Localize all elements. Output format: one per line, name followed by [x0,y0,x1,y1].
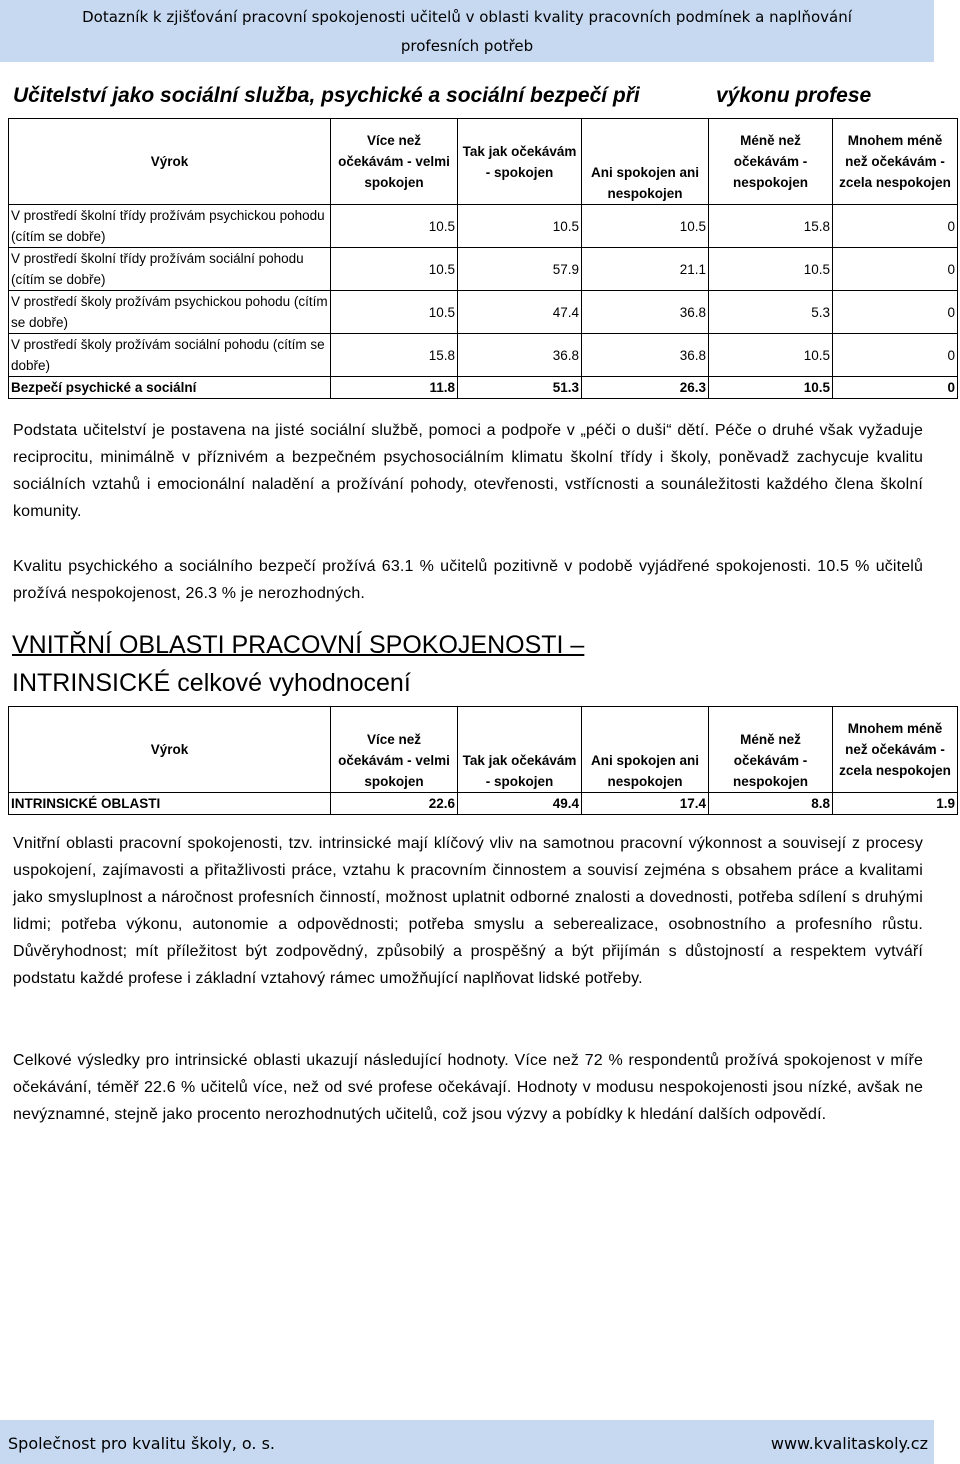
section2-paragraph-2: Celkové výsledky pro intrinsické oblasti ukazují následující hodnoty. Více než 72 % respondentů prožívá spokojenost v míře očekávání, téměř 22.6 % učitelů více, než od své profese očekávají. Hodnoty v modusu nespokojenosti jsou nízké, avšak ne nevýznamné, stejně jako procento nerozhodnutých učitelů, což jsou výzvy a pobídky k hledání dalších odpovědí. [13,1052,923,1123]
cell-value: 36.8 [582,291,709,334]
cell-value: 36.8 [458,334,582,377]
cell-value: 10.5 [458,205,582,248]
table-header-row [9,707,958,793]
cell-value: 10.5 [331,205,458,248]
page-header [0,0,934,62]
header-line-2: profesních potřeb [400,37,534,55]
section1-title: Učitelství jako sociální služba, psychické a sociální bezpečí při [13,84,640,107]
cell-value: 0 [833,248,958,291]
cell-value: 21.1 [582,248,709,291]
cell-value: 0 [833,377,958,399]
cell-value: 0 [833,205,958,248]
col-header: Tak jak očekávám - spokojen [458,119,582,205]
cell-value: 10.5 [709,334,833,377]
table-header-row [9,119,958,205]
cell-value: 10.5 [582,205,709,248]
footer-website-link[interactable]: www.kvalitaskoly.cz [770,1434,928,1453]
table-row [9,248,958,291]
col-header: Výrok [9,119,331,205]
cell-value: 0 [833,291,958,334]
safety-table [8,118,958,399]
table-summary-row [9,793,958,815]
col-header: Ani spokojen ani nespokojen [582,707,709,793]
row-label: V prostředí školní třídy prožívám psychickou pohodu (cítím se dobře) [9,205,331,248]
cell-value: 47.4 [458,291,582,334]
cell-value: 17.4 [582,793,709,815]
col-header: Mnohem méně než očekávám - zcela nespokojen [833,707,958,793]
row-label: Bezpečí psychické a sociální [9,377,331,399]
footer-organization: Společnost pro kvalitu školy, o. s. [8,1434,276,1453]
cell-value: 0 [833,334,958,377]
table-row [9,334,958,377]
cell-value: 10.5 [709,248,833,291]
cell-value: 36.8 [582,334,709,377]
col-header: Ani spokojen ani nespokojen [582,119,709,205]
cell-value: 51.3 [458,377,582,399]
cell-value: 8.8 [709,793,833,815]
row-label: V prostředí školní třídy prožívám sociální pohodu (cítím se dobře) [9,248,331,291]
cell-value: 15.8 [331,334,458,377]
cell-value: 22.6 [331,793,458,815]
cell-value: 10.5 [331,248,458,291]
section1-title-end: výkonu profese [716,84,872,107]
col-header: Méně než očekávám - nespokojen [709,707,833,793]
section2-paragraph-1: Vnitřní oblasti pracovní spokojenosti, tzv. intrinsické mají klíčový vliv na samotnou pracovní výkonnost a souvisejí z procesy uspokojení, zajímavosti a přitažlivosti práce, vztahu k pracovním činnostem a souvisí zejména s obsahem práce a kvalitami jako smysluplnost a náročnost profesních činností, možnost uplatnit odborné znalosti a dovednosti, potřeba sdílení s druhými lidmi; potřeba výkonu, autonomie a odpovědnosti; potřeba smyslu a seberealizace, osobnostního a profesního růstu. Důvěryhodnost; mít příležitost být zodpovědný, způsobilý a prospěšný a být přijímán s důstojností a respektem vytváří podstatu každé profese i základní vztahový rámec umožňující naplňovat lidské potřeby. [13,835,923,987]
cell-value: 11.8 [331,377,458,399]
cell-value: 10.5 [331,291,458,334]
table-summary-row [9,377,958,399]
intrinsic-table [8,706,958,815]
cell-value: 15.8 [709,205,833,248]
row-label: INTRINSICKÉ OBLASTI [9,793,331,815]
row-label: V prostředí školy prožívám psychickou pohodu (cítím se dobře) [9,291,331,334]
cell-value: 1.9 [833,793,958,815]
table-row [9,205,958,248]
section1-paragraph-2: Kvalitu psychického a sociálního bezpečí prožívá 63.1 % učitelů pozitivně v podobě vyjádřené spokojenosti. 10.5 % učitelů prožívá nespokojenost, 26.3 % je nerozhodných. [13,558,923,602]
col-header: Výrok [9,707,331,793]
col-header: Více než očekávám - velmi spokojen [331,119,458,205]
col-header: Tak jak očekávám - spokojen [458,707,582,793]
section2-title-line-1: VNITŘNÍ OBLASTI PRACOVNÍ SPOKOJENOSTI – [12,631,585,659]
col-header: Mnohem méně než očekávám - zcela nespokojen [833,119,958,205]
col-header: Více než očekávám - velmi spokojen [331,707,458,793]
section1-paragraph-1: Podstata učitelství je postavena na jisté sociální službě, pomoci a podpoře v „péči o duši“ dětí. Péče o druhé však vyžaduje reciprocitu, minimálně v příznivém a bezpečném psychosociálním klimatu školní třídy i školy, poněvadž zachycuje kvalitu sociálních vztahů i emocionální naladění a prožívání pohody, otevřenosti, vstřícnosti a sounáležitosti každého člena školní komunity. [13,422,923,520]
section2-title-line-2: INTRINSICKÉ celkové vyhodnocení [12,669,411,697]
header-line-1: Dotazník k zjišťování pracovní spokojenosti učitelů v oblasti kvality pracovních podmínek a naplňování [82,8,852,26]
cell-value: 26.3 [582,377,709,399]
section2-title [12,626,584,702]
cell-value: 5.3 [709,291,833,334]
row-label: V prostředí školy prožívám sociální pohodu (cítím se dobře) [9,334,331,377]
cell-value: 10.5 [709,377,833,399]
cell-value: 49.4 [458,793,582,815]
col-header: Méně než očekávám - nespokojen [709,119,833,205]
table-row [9,291,958,334]
page-footer [0,1420,934,1464]
cell-value: 57.9 [458,248,582,291]
